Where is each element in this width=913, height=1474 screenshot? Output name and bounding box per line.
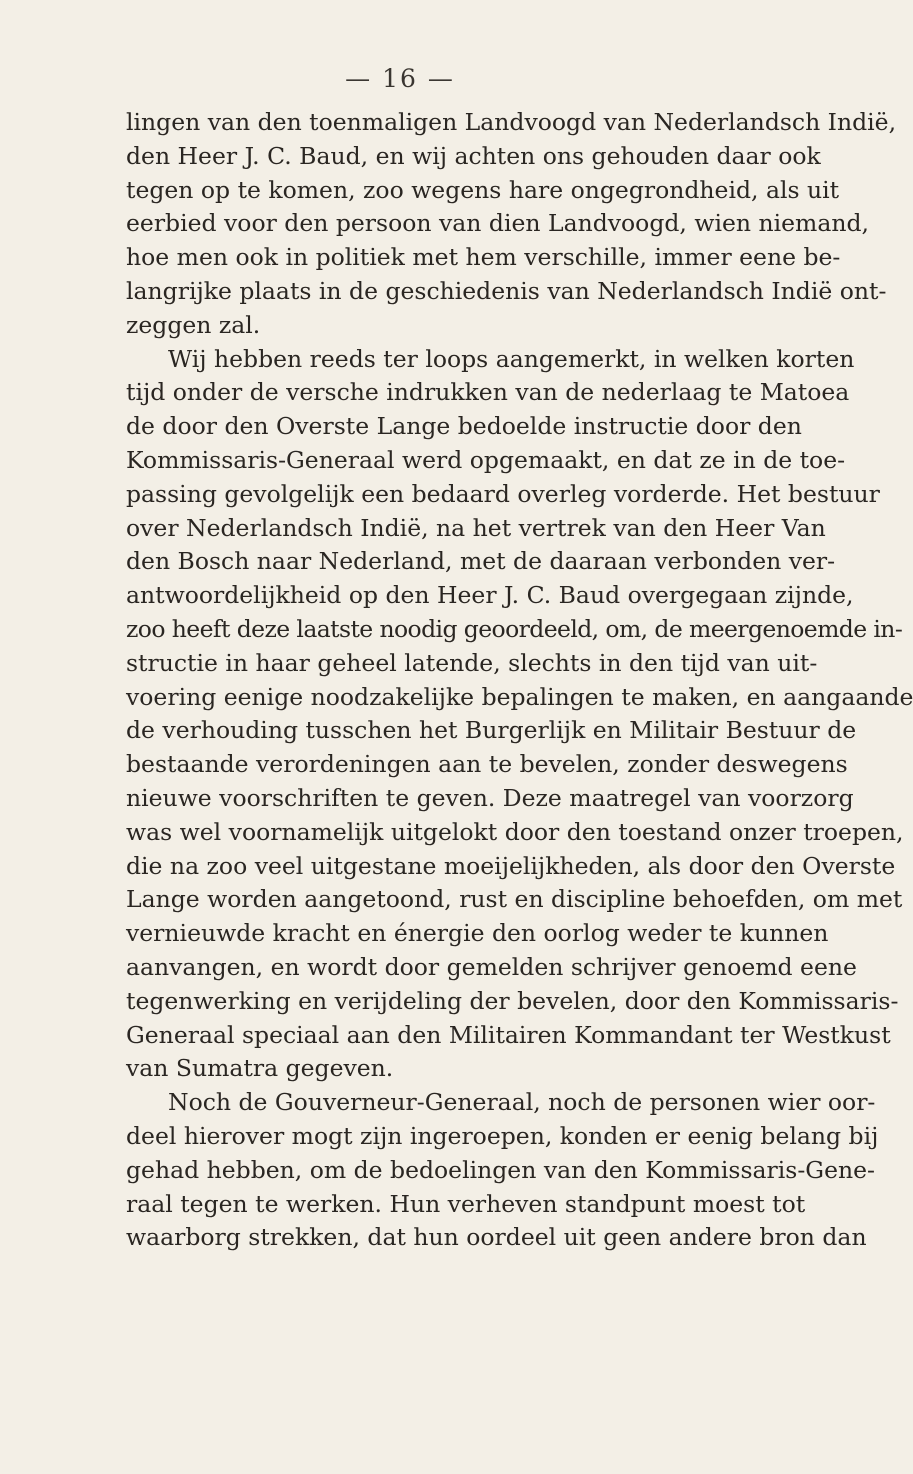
text-line: lingen van den toenmaligen Landvoogd van Nederlandsch Indië, [126,108,897,136]
text-line: tijd onder de versche indrukken van de nederlaag te Matoea [126,378,850,407]
text-line: Generaal speciaal aan den Militairen Kommandant ter Westkust [126,1020,891,1049]
text-line: zoo heeft deze laatste noodig geoordeeld, om, de meergenoemde in- [126,614,903,643]
text-line: de door den Overste Lange bedoelde instructie door den [126,412,802,441]
text-line: nieuwe voorschriften te geven. Deze maatregel van voorzorg [126,783,854,812]
text-line: aanvangen, en wordt door gemelden schrijver genoemd eene [126,952,857,981]
page-number: — 16 — [345,64,455,93]
text-line: den Bosch naar Nederland, met de daaraan verbonden ver- [126,547,836,576]
text-line: langrijke plaats in de geschiedenis van Nederlandsch Indië ont- [126,276,887,305]
text-line: was wel voornamelijk uitgelokt door den toestand onzer troepen, [126,817,904,846]
text-line: Kommissaris-Generaal werd opgemaakt, en dat ze in de toe- [126,445,846,474]
text-line: bestaande verordeningen aan te bevelen, zonder deswegens [126,750,848,779]
text-line: die na zoo veel uitgestane moeijelijkheden, als door den Overste [126,851,896,880]
text-line: gehad hebben, om de bedoelingen van den Kommissaris-Gene- [126,1155,875,1184]
paragraph-1 [126,106,897,343]
text-line: eerbied voor den persoon van dien Landvoogd, wien niemand, [126,209,870,238]
text-line: raal tegen te werken. Hun verheven standpunt moest tot [126,1189,806,1218]
text-line: Lange worden aangetoond, rust en discipline behoefden, om met [126,885,903,914]
text-line: van Sumatra gegeven. [126,1054,394,1083]
text-line: Noch de Gouverneur-Generaal, noch de personen wier oor- [168,1088,876,1117]
text-line: structie in haar geheel latende, slechts in den tijd van uit- [126,648,818,677]
paragraph-3 [126,1086,879,1255]
text-line: zeggen zal. [126,310,261,339]
text-line: deel hierover mogt zijn ingeroepen, konden er eenig belang bij [126,1121,879,1150]
paragraph-2 [126,343,913,1087]
text-line: vernieuwde kracht en énergie den oorlog weder te kunnen [126,919,829,948]
text-line: tegen op te komen, zoo wegens hare ongegrondheid, als uit [126,175,840,204]
text-line: tegenwerking en verijdeling der bevelen, door den Kommissaris- [126,986,899,1015]
text-line: voering eenige noodzakelijke bepalingen te maken, en aangaande [126,682,913,711]
text-line: passing gevolgelijk een bedaard overleg vorderde. Het bestuur [126,479,880,508]
text-line: Wij hebben reeds ter loops aangemerkt, in welken korten [168,344,855,373]
text-line: antwoordelijkheid op den Heer J. C. Baud overgegaan zijnde, [126,581,854,610]
text-line: over Nederlandsch Indië, na het vertrek van den Heer Van [126,513,826,542]
text-line: de verhouding tusschen het Burgerlijk en Militair Bestuur de [126,716,857,745]
text-line: hoe men ook in politiek met hem verschille, immer eene be- [126,243,841,272]
text-line: waarborg strekken, dat hun oordeel uit geen andere bron dan [126,1223,867,1252]
body-text [126,106,913,1255]
text-line: den Heer J. C. Baud, en wij achten ons gehouden daar ook [126,141,821,170]
